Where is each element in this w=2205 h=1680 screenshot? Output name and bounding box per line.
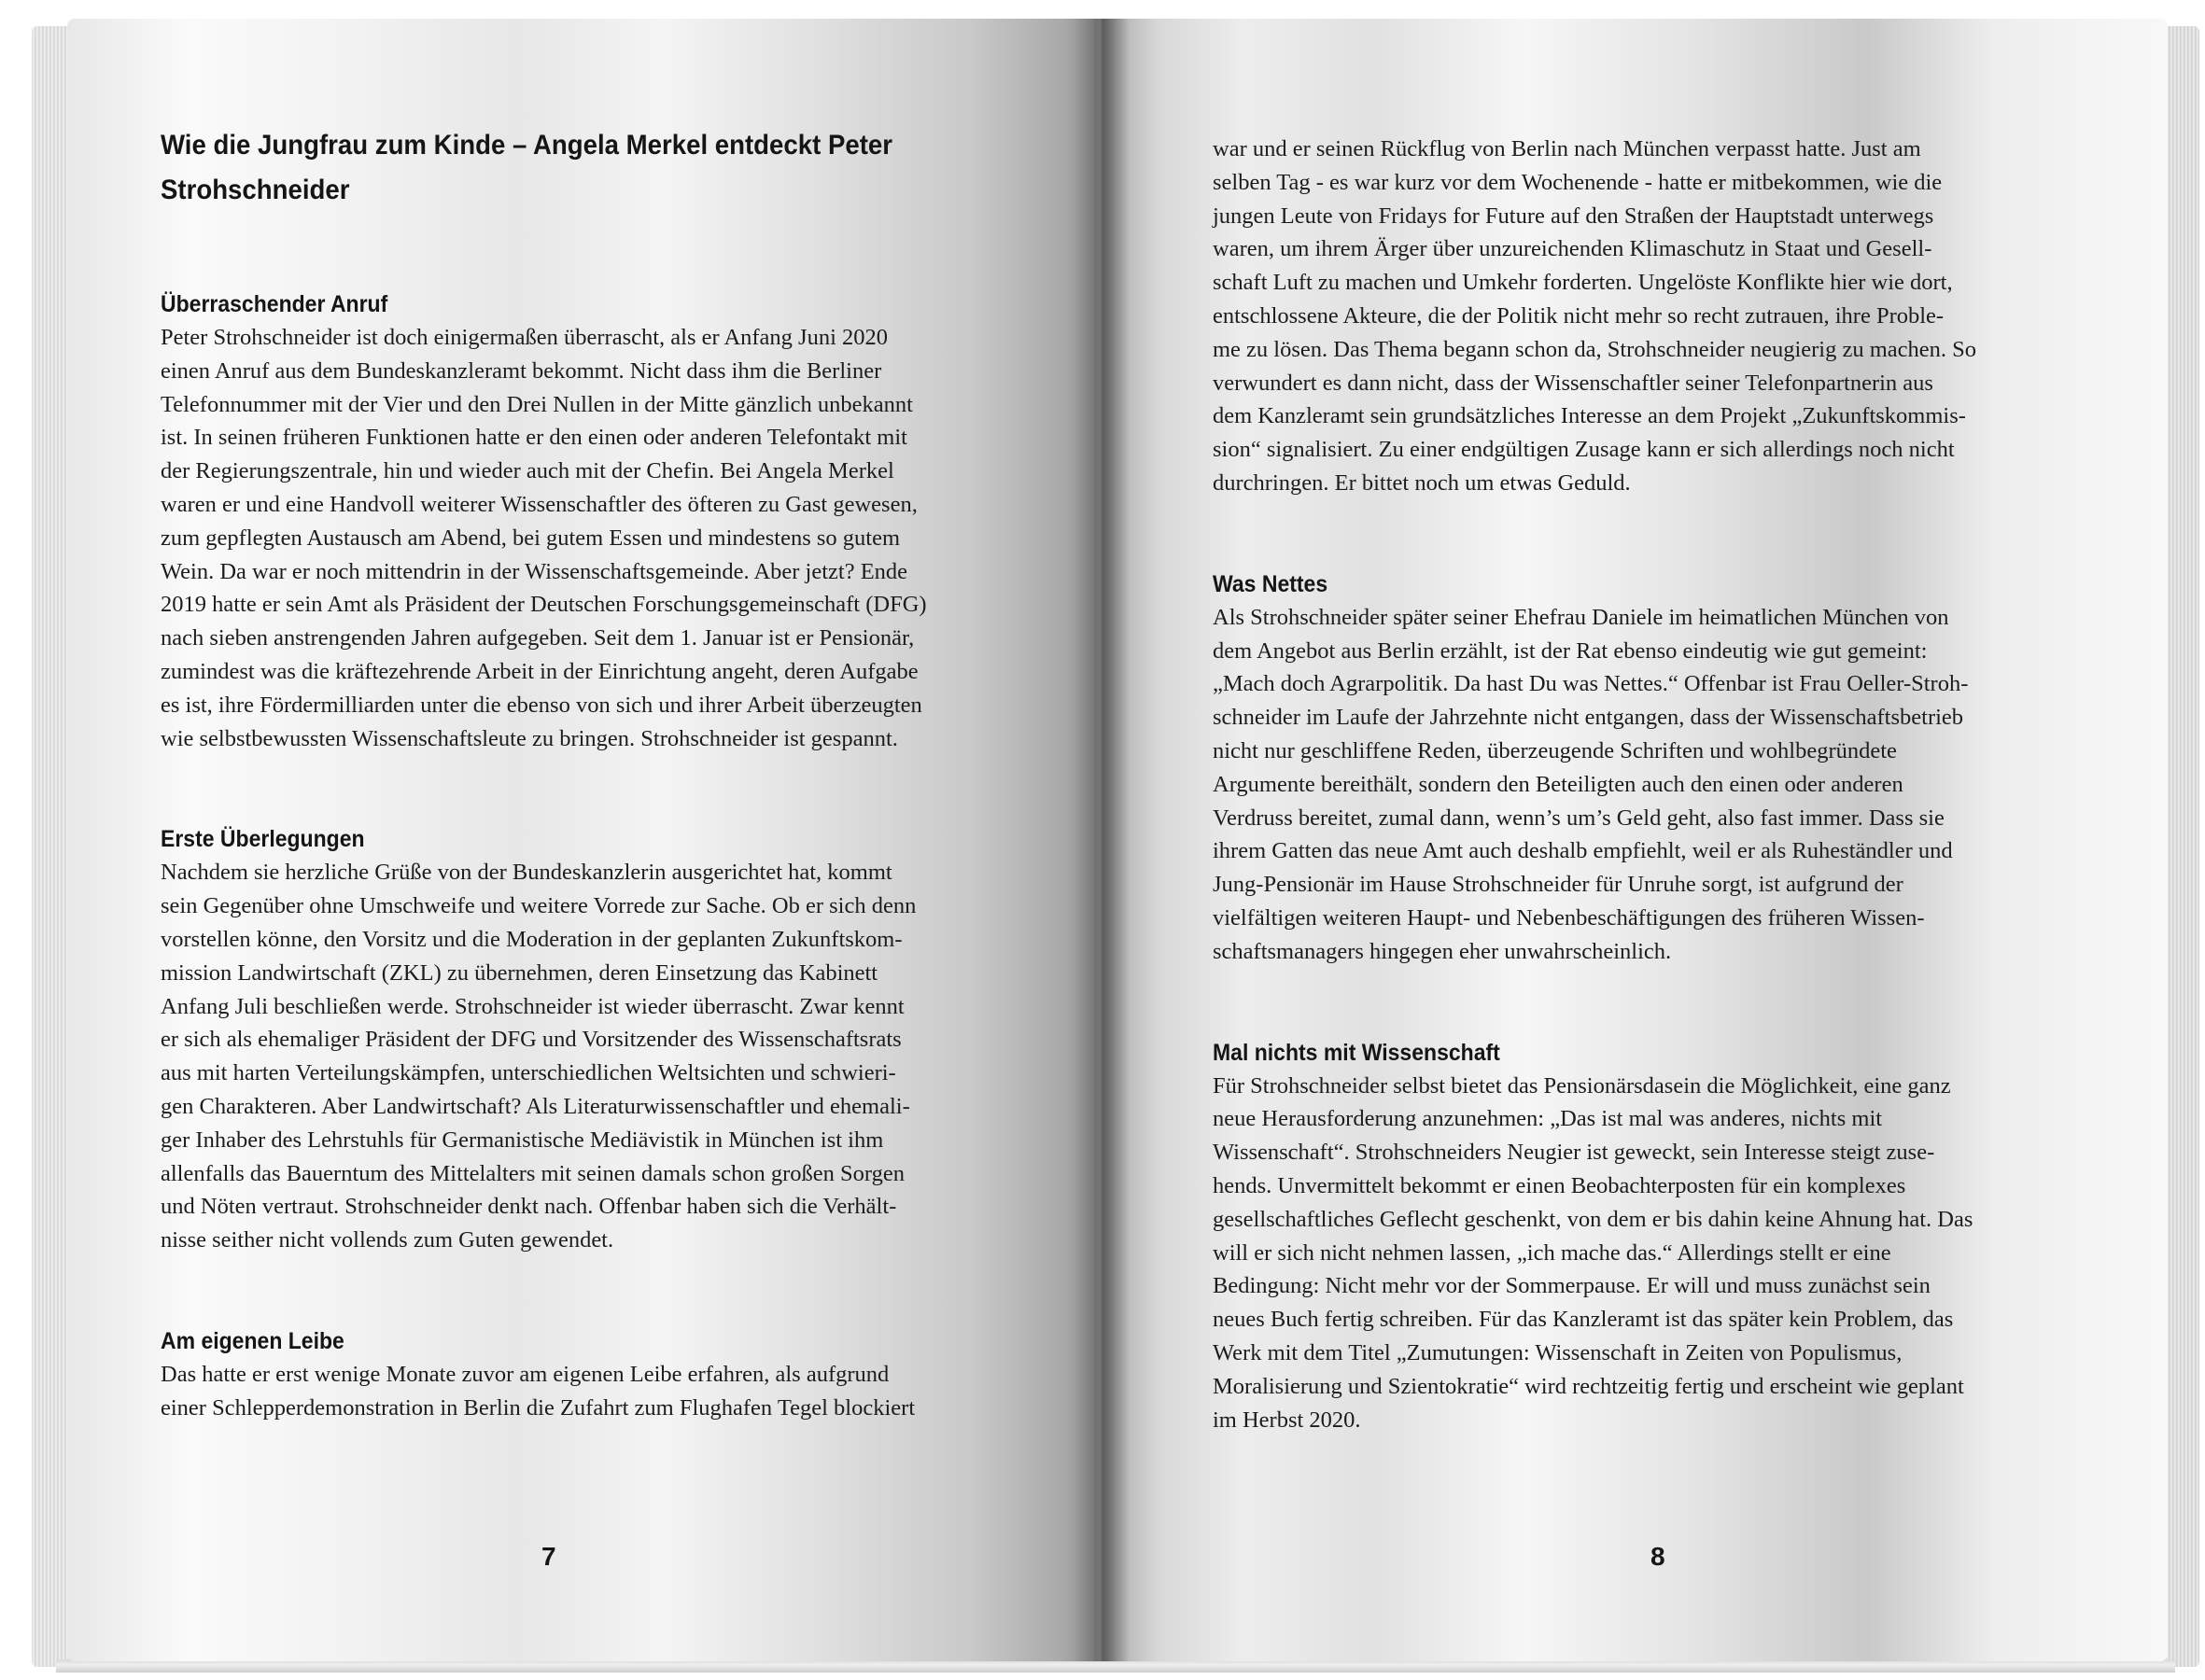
text-line: vielfältigen weiteren Haupt- und Nebenbeschäftigungen des früheren Wissen- <box>1213 904 1925 931</box>
chapter-title-line: Strohschneider <box>161 175 350 205</box>
text-line: nisse seither nicht vollends zum Guten gewendet. <box>161 1227 614 1253</box>
left-page-content <box>161 123 1001 1425</box>
right-page <box>1094 19 2168 1661</box>
section-body <box>1213 601 2053 969</box>
text-line: zumindest was die kräftezehrende Arbeit in der Einrichtung angeht, deren Aufgabe <box>161 658 919 684</box>
text-line: zum gepflegten Austausch am Abend, bei gutem Essen und mindestens so gutem <box>161 525 901 551</box>
page-stack-left-edge <box>32 26 69 1667</box>
text-line: nach sieben anstrengenden Jahren aufgegeben. Seit dem 1. Januar ist er Pensionär, <box>161 625 915 651</box>
text-line: entschlossene Akteure, die der Politik nicht mehr so recht zutrauen, ihre Proble- <box>1213 302 1945 329</box>
section-heading: Am eigenen Leibe <box>161 1327 344 1354</box>
text-line: Das hatte er erst wenige Monate zuvor am eigenen Leibe erfahren, als aufgrund <box>161 1361 890 1387</box>
section-body <box>1213 1070 2053 1437</box>
text-line: Verdruss bereitet, zumal dann, wenn’s um’s Geld geht, also fast immer. Dass sie <box>1213 805 1945 831</box>
text-line: im Herbst 2020. <box>1213 1407 1361 1433</box>
section-body <box>161 321 1001 755</box>
text-line: Peter Strohschneider ist doch einigermaßen überrascht, als er Anfang Juni 2020 <box>161 325 889 350</box>
text-line: Werk mit dem Titel „Zumutungen: Wissenschaft in Zeiten von Populismus, <box>1213 1339 1903 1365</box>
chapter-title <box>161 123 1019 213</box>
section-heading: Überraschender Anruf <box>161 291 388 317</box>
text-line: schaftsmanagers hingegen eher unwahrscheinlich. <box>1213 938 1672 964</box>
text-line: Nachdem sie herzliche Grüße von der Bundeskanzlerin ausgerichtet hat, kommt <box>161 860 892 886</box>
text-line: ihrem Gatten das neue Amt auch deshalb empfiehlt, weil er als Ruheständler und <box>1213 838 1953 864</box>
text-line: neues Buch fertig schreiben. Für das Kanzleramt ist das später kein Problem, das <box>1213 1307 1954 1333</box>
text-line: Wein. Da war er noch mittendrin in der Wissenschaftsgemeinde. Aber jetzt? Ende <box>161 558 908 584</box>
text-line: sion“ signalisiert. Zu einer endgültigen Zusage kann er sich allerdings noch nicht <box>1213 437 1955 463</box>
continued-paragraph <box>1213 133 2053 500</box>
page-stack-bottom-edge <box>56 1659 2175 1673</box>
page-number-right: 8 <box>1650 1542 1665 1571</box>
text-line: dem Angebot aus Berlin erzählt, ist der Rat ebenso eindeutig wie gut gemeint: <box>1213 637 1928 664</box>
text-line: vorstellen könne, den Vorsitz und die Moderation in der geplanten Zukunftskom- <box>161 926 903 952</box>
text-line: gen Charakteren. Aber Landwirtschaft? Als Literaturwissenschaftler und ehemali- <box>161 1093 910 1119</box>
text-line: Telefonnummer mit der Vier und den Drei Nullen in der Mitte gänzlich unbekannt <box>161 391 913 417</box>
text-line: allenfalls das Bauerntum des Mittelalters mit seinen damals schon großen Sorgen <box>161 1160 905 1186</box>
text-line: Bedingung: Nicht mehr vor der Sommerpause. Er will und muss zunächst sein <box>1213 1273 1931 1299</box>
section-mal-nichts-mit-wissenschaft <box>1213 1036 2053 1437</box>
section-am-eigenen-leibe <box>161 1324 1001 1425</box>
chapter-title-line: Wie die Jungfrau zum Kinde – Angela Merkel entdeckt Peter <box>161 130 892 161</box>
section-heading: Erste Überlegungen <box>161 826 365 853</box>
text-line: es ist, ihre Fördermilliarden unter die ebenso von sich und ihrer Arbeit überzeugten <box>161 692 922 718</box>
section-body <box>161 856 1001 1257</box>
section-heading: Was Nettes <box>1213 570 1328 597</box>
text-line: hends. Unvermittelt bekommt er einen Beobachterposten für ein komplexes <box>1213 1172 1906 1198</box>
right-page-content <box>1213 133 2053 1436</box>
text-line: Als Strohschneider später seiner Ehefrau Daniele im heimatlichen München von <box>1213 604 1949 630</box>
text-line: waren, um ihrem Ärger über unzureichenden Klimaschutz in Staat und Gesell- <box>1213 236 1932 262</box>
text-line: sein Gegenüber ohne Umschweife und weitere Vorrede zur Sache. Ob er sich denn <box>161 893 917 919</box>
text-line: 2019 hatte er sein Amt als Präsident der Deutschen Forschungsgemeinschaft (DFG) <box>161 592 927 618</box>
text-line: schneider im Laufe der Jahrzehnte nicht entgangen, dass der Wissenschaftsbetrieb <box>1213 705 1964 731</box>
section-ueberraschender-anruf <box>161 287 1001 755</box>
text-line: will er sich nicht nehmen lassen, „ich mache das.“ Allerdings stellt er eine <box>1213 1239 1891 1266</box>
text-line: und Nöten vertraut. Strohschneider denkt nach. Offenbar haben sich die Verhält- <box>161 1194 897 1220</box>
text-line: Wissenschaft“. Strohschneiders Neugier ist geweckt, sein Interesse steigt zuse- <box>1213 1140 1935 1166</box>
text-line: ist. In seinen früheren Funktionen hatte er den einen oder anderen Telefontakt mit <box>161 425 907 451</box>
section-body <box>161 1358 1001 1425</box>
text-line: wie selbstbewussten Wissenschaftsleute zu bringen. Strohschneider ist gespannt. <box>161 725 898 751</box>
text-line: nicht nur geschliffene Reden, überzeugende Schriften und wohlbegründete <box>1213 737 1897 763</box>
text-line: me zu lösen. Das Thema begann schon da, Strohschneider neugierig zu machen. So <box>1213 336 1977 362</box>
text-line: war und er seinen Rückflug von Berlin nach München verpasst hatte. Just am <box>1213 136 1921 161</box>
section-heading: Mal nichts mit Wissenschaft <box>1213 1039 1500 1066</box>
page-number-left: 7 <box>541 1542 556 1571</box>
text-line: Jung-Pensionär im Hause Strohschneider für Unruhe sorgt, ist aufgrund der <box>1213 872 1903 898</box>
text-line: waren er und eine Handvoll weiterer Wissenschaftler des öfteren zu Gast gewesen, <box>161 491 918 517</box>
text-line: aus mit harten Verteilungskämpfen, unterschiedlichen Weltsichten und schwieri- <box>161 1060 896 1086</box>
text-line: „Mach doch Agrarpolitik. Da hast Du was Nettes.“ Offenbar ist Frau Oeller-Stroh- <box>1213 671 1969 697</box>
left-page <box>67 19 1094 1661</box>
text-line: schaft Luft zu machen und Umkehr forderten. Ungelöste Konflikte hier wie dort, <box>1213 270 1953 296</box>
text-line: ger Inhaber des Lehrstuhls für Germanistische Mediävistik in München ist ihm <box>161 1127 884 1153</box>
text-line: gesellschaftliches Geflecht geschenkt, von dem er bis dahin keine Ahnung hat. Das <box>1213 1206 1973 1232</box>
text-line: verwundert es dann nicht, dass der Wissenschaftler seiner Telefonpartnerin aus <box>1213 370 1933 396</box>
section-was-nettes <box>1213 567 2053 969</box>
text-line: einen Anruf aus dem Bundeskanzleramt bekommt. Nicht dass ihm die Berliner <box>161 357 882 384</box>
text-line: selben Tag - es war kurz vor dem Wochenende - hatte er mitbekommen, wie die <box>1213 169 1943 195</box>
text-line: Für Strohschneider selbst bietet das Pensionärsdasein die Möglichkeit, eine ganz <box>1213 1072 1951 1099</box>
text-line: einer Schlepperdemonstration in Berlin die Zufahrt zum Flughafen Tegel blockiert <box>161 1394 916 1421</box>
text-line: jungen Leute von Fridays for Future auf den Straßen der Hauptstadt unterwegs <box>1213 203 1934 229</box>
book-gutter-shadow <box>1074 19 1130 1661</box>
text-line: der Regierungszentrale, hin und wieder auch mit der Chefin. Bei Angela Merkel <box>161 458 894 484</box>
text-line: er sich als ehemaliger Präsident der DFG und Vorsitzender des Wissenschaftsrats <box>161 1027 902 1053</box>
text-line: Argumente bereithält, sondern den Beteiligten auch den einen oder anderen <box>1213 771 1903 797</box>
text-line: Anfang Juli beschließen werde. Strohschneider ist wieder überrascht. Zwar kennt <box>161 993 905 1019</box>
text-line: neue Herausforderung anzunehmen: „Das ist mal was anderes, nichts mit <box>1213 1106 1883 1132</box>
page-stack-right-edge <box>2162 26 2199 1667</box>
text-line: mission Landwirtschaft (ZKL) zu übernehmen, deren Einsetzung das Kabinett <box>161 959 878 986</box>
text-line: durchringen. Er bittet noch um etwas Geduld. <box>1213 469 1631 496</box>
section-erste-ueberlegungen <box>161 822 1001 1257</box>
text-line: dem Kanzleramt sein grundsätzliches Interesse an dem Projekt „Zukunftskommis- <box>1213 403 1966 429</box>
text-line: Moralisierung und Szientokratie“ wird rechtzeitig fertig und erscheint wie geplant <box>1213 1373 1964 1399</box>
